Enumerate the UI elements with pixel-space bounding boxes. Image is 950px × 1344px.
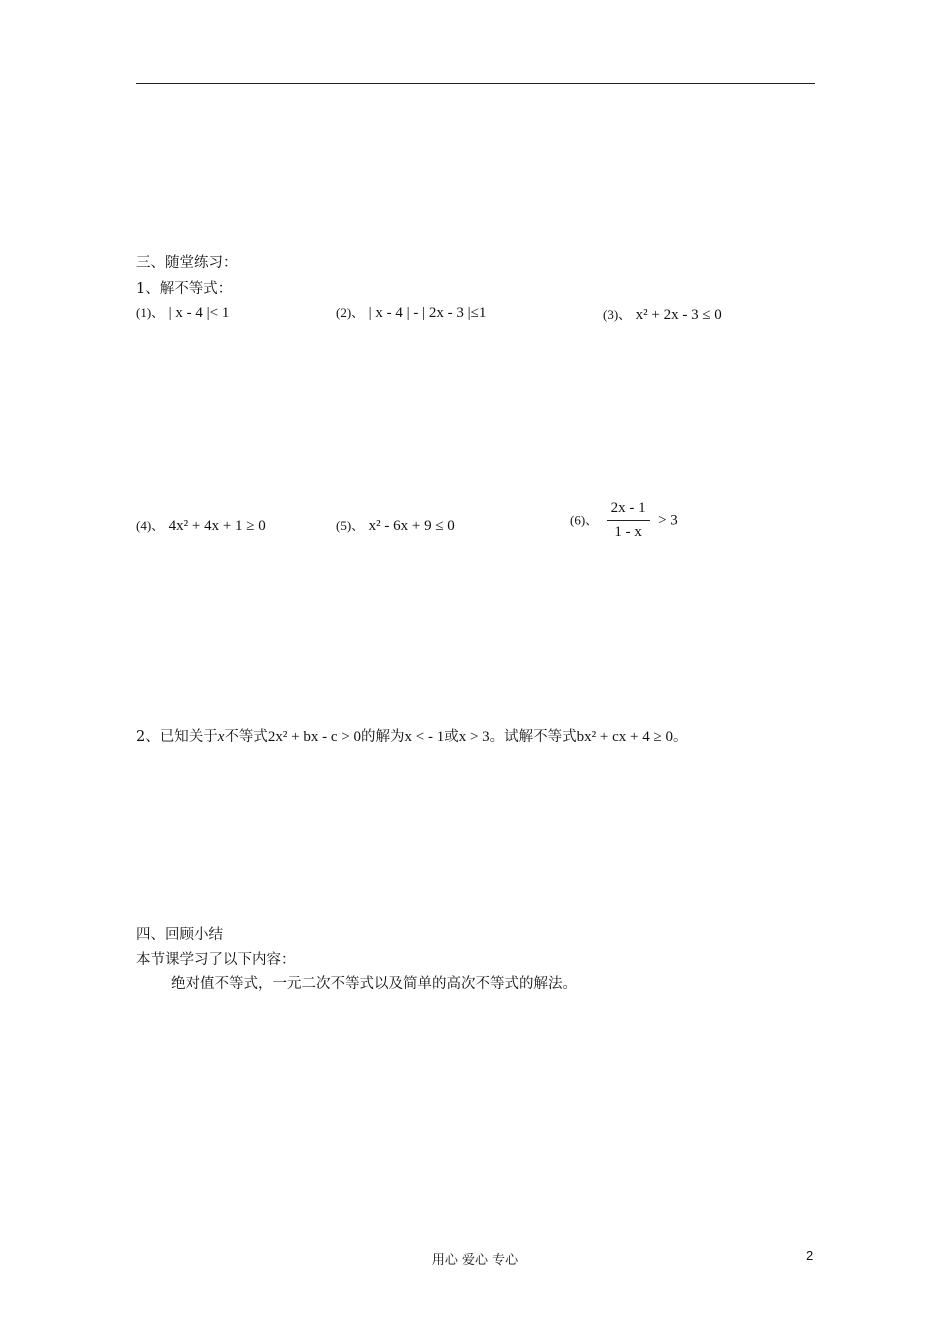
problem-6 — [570, 500, 678, 541]
q2-mid3: 。试解不等式 — [489, 729, 577, 745]
problem-label: (6)、 — [570, 512, 599, 528]
problem-label: (2)、 — [336, 305, 365, 320]
q2-mid1: 不等式 — [224, 729, 268, 745]
fraction-denominator: 1 - x — [614, 524, 642, 540]
problem-5 — [336, 515, 455, 535]
section4-heading: 四、回顾小结 — [136, 927, 223, 943]
q2-or: 或 — [444, 729, 459, 745]
problem-2 — [336, 302, 486, 322]
header-rule — [136, 83, 815, 84]
q2-solution-2: x > 3 — [458, 729, 490, 745]
problem-expression: | x - 4 | - | 2x - 3 |≤1 — [368, 305, 487, 321]
q2-end: 。 — [672, 729, 688, 745]
problem-expression: | x - 4 |< 1 — [168, 305, 230, 321]
problem-label: (5)、 — [336, 518, 365, 533]
q2-inequality-2: bx² + cx + 4 ≥ 0 — [576, 729, 673, 745]
question2 — [136, 728, 687, 746]
q2-pre: 2、已知关于 — [136, 729, 218, 745]
section4-content: 绝对值不等式，一元二次不等式以及简单的高次不等式的解法。 — [171, 976, 577, 992]
q2-mid2: 的解为 — [360, 729, 405, 745]
q2-var: x — [217, 729, 225, 745]
problem-expression: x² + 2x - 3 ≤ 0 — [635, 307, 722, 323]
fraction — [607, 500, 650, 541]
fraction-numerator: 2x - 1 — [607, 500, 650, 521]
q2-solution-1: x < - 1 — [404, 729, 445, 745]
q2-inequality: 2x² + bx - c > 0 — [267, 729, 361, 745]
section3-heading: 三、随堂练习： — [136, 255, 238, 271]
problem-label: (3)、 — [603, 307, 632, 322]
section4-intro: 本节课学习了以下内容： — [136, 952, 296, 968]
problem-expression: 4x² + 4x + 1 ≥ 0 — [168, 518, 266, 534]
problem-1 — [136, 302, 229, 322]
page-number: 2 — [806, 1248, 814, 1263]
footer-text: 用心 爱心 专心 — [431, 1253, 519, 1268]
problem-label: (4)、 — [136, 518, 165, 533]
question1-label: 1、解不等式： — [136, 281, 233, 297]
problem-expression: x² - 6x + 9 ≤ 0 — [368, 518, 455, 534]
problem-label: (1)、 — [136, 305, 165, 320]
problem-4 — [136, 515, 266, 535]
problem-3 — [603, 304, 722, 324]
problem-expression-rest: > 3 — [658, 512, 678, 529]
